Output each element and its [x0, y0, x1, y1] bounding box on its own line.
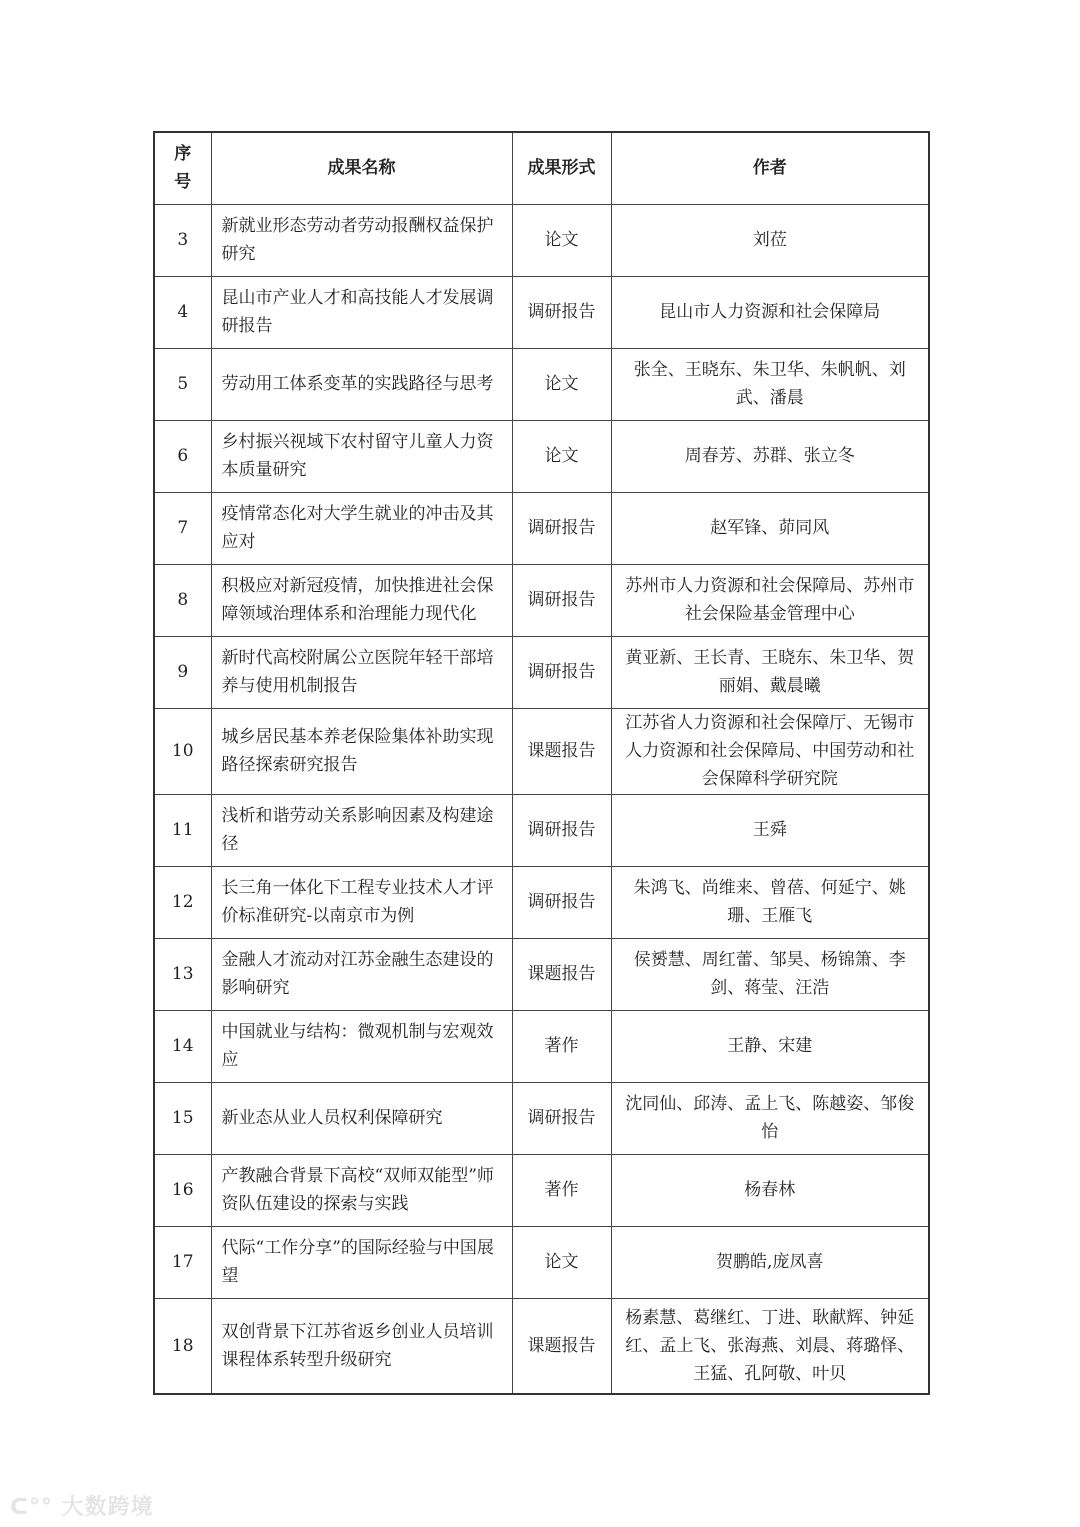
- row-form: 调研报告: [512, 276, 611, 348]
- row-form: 论文: [512, 348, 611, 420]
- row-author: 沈同仙、邱涛、孟上飞、陈越姿、邹俊怡: [611, 1082, 929, 1154]
- row-index: 14: [154, 1010, 211, 1082]
- row-title-text: 金融人才流动对江苏金融生态建设的影响研究: [221, 950, 494, 998]
- row-author: 王舜: [611, 794, 929, 866]
- table-row: [154, 866, 929, 938]
- table-header-row: [154, 132, 929, 204]
- row-index: 7: [154, 492, 211, 564]
- row-title: [211, 866, 512, 938]
- row-author: 江苏省人力资源和社会保障厅、无锡市人力资源和社会保障局、中国劳动和社会保障科学研究院: [611, 708, 929, 794]
- table-row: [154, 420, 929, 492]
- row-title: [211, 1298, 512, 1394]
- row-index: 4: [154, 276, 211, 348]
- table-row: [154, 708, 929, 794]
- row-form: 调研报告: [512, 564, 611, 636]
- table-row: [154, 1154, 929, 1226]
- row-title: [211, 204, 512, 276]
- row-author: 黄亚新、王长青、王晓东、朱卫华、贺丽娟、戴晨曦: [611, 636, 929, 708]
- row-author: 朱鸿飞、尚维来、曾蓓、何延宁、姚珊、王雁飞: [611, 866, 929, 938]
- row-index: 18: [154, 1298, 211, 1394]
- header-title: 成果名称: [211, 132, 512, 204]
- row-form: 调研报告: [512, 1082, 611, 1154]
- row-form: 论文: [512, 420, 611, 492]
- table-row: [154, 1226, 929, 1298]
- row-index: 10: [154, 708, 211, 794]
- row-author: 侯赟慧、周红蕾、邹昊、杨锦箫、李剑、蒋莹、汪浩: [611, 938, 929, 1010]
- row-title: [211, 794, 512, 866]
- table-row: [154, 1298, 929, 1394]
- row-title-text: 劳动用工体系变革的实践路径与思考: [221, 374, 494, 394]
- row-index: 13: [154, 938, 211, 1010]
- row-author: 杨素慧、葛继红、丁进、耿献辉、钟延红、孟上飞、张海燕、刘晨、蒋璐怿、王猛、孔阿敬、叶贝: [611, 1298, 929, 1394]
- row-title-text: 新就业形态劳动者劳动报酬权益保护研究: [221, 216, 494, 264]
- row-author: 贺鹏皓,庞凤喜: [611, 1226, 929, 1298]
- row-form: 课题报告: [512, 708, 611, 794]
- row-title-text: 乡村振兴视域下农村留守儿童人力资本质量研究: [221, 432, 494, 480]
- row-title-text: 城乡居民基本养老保险集体补助实现路径探索研究报告: [221, 727, 494, 775]
- row-form: 调研报告: [512, 794, 611, 866]
- table-row: [154, 794, 929, 866]
- row-author: 赵军锋、茆同风: [611, 492, 929, 564]
- row-form: 论文: [512, 204, 611, 276]
- row-form: 调研报告: [512, 866, 611, 938]
- table-row: [154, 564, 929, 636]
- row-form: 著作: [512, 1010, 611, 1082]
- row-title: [211, 1154, 512, 1226]
- header-index: 序号: [154, 132, 211, 204]
- table-row: [154, 938, 929, 1010]
- row-index: 15: [154, 1082, 211, 1154]
- table-row: [154, 1010, 929, 1082]
- table-row: [154, 636, 929, 708]
- table-row: [154, 348, 929, 420]
- row-author: 杨春林: [611, 1154, 929, 1226]
- row-form: 著作: [512, 1154, 611, 1226]
- row-title: [211, 1226, 512, 1298]
- row-index: 5: [154, 348, 211, 420]
- row-title: [211, 276, 512, 348]
- row-title: [211, 708, 512, 794]
- header-author: 作者: [611, 132, 929, 204]
- row-index: 11: [154, 794, 211, 866]
- row-title-text: 浅析和谐劳动关系影响因素及构建途径: [221, 806, 494, 854]
- table-row: [154, 276, 929, 348]
- row-author: 刘莅: [611, 204, 929, 276]
- row-title-text: 中国就业与结构：微观机制与宏观效应: [221, 1022, 494, 1070]
- row-title-text: 代际“工作分享”的国际经验与中国展望: [221, 1238, 494, 1286]
- row-title-text: 积极应对新冠疫情，加快推进社会保障领域治理体系和治理能力现代化: [221, 576, 494, 624]
- row-index: 6: [154, 420, 211, 492]
- row-title: [211, 1010, 512, 1082]
- row-author: 王静、宋建: [611, 1010, 929, 1082]
- row-title-text: 新业态从业人员权利保障研究: [221, 1108, 443, 1128]
- row-index: 8: [154, 564, 211, 636]
- row-author: 苏州市人力资源和社会保障局、苏州市社会保险基金管理中心: [611, 564, 929, 636]
- row-index: 17: [154, 1226, 211, 1298]
- row-title-text: 双创背景下江苏省返乡创业人员培训课程体系转型升级研究: [221, 1321, 494, 1370]
- row-title-text: 昆山市产业人才和高技能人才发展调研报告: [221, 288, 494, 336]
- row-title: [211, 420, 512, 492]
- table-row: [154, 204, 929, 276]
- row-author: 周春芳、苏群、张立冬: [611, 420, 929, 492]
- row-form: 课题报告: [512, 1298, 611, 1394]
- row-title-text: 产教融合背景下高校“双师双能型”师资队伍建设的探索与实践: [221, 1166, 494, 1214]
- row-title: [211, 564, 512, 636]
- row-form: 调研报告: [512, 636, 611, 708]
- row-title-text: 疫情常态化对大学生就业的冲击及其应对: [221, 504, 494, 552]
- row-author: 张全、王晓东、朱卫华、朱帆帆、刘武、潘晨: [611, 348, 929, 420]
- row-author: 昆山市人力资源和社会保障局: [611, 276, 929, 348]
- row-index: 3: [154, 204, 211, 276]
- row-index: 16: [154, 1154, 211, 1226]
- table-row: [154, 1082, 929, 1154]
- row-title: [211, 348, 512, 420]
- row-form: 课题报告: [512, 938, 611, 1010]
- row-title-text: 新时代高校附属公立医院年轻干部培养与使用机制报告: [221, 648, 494, 696]
- row-title: [211, 938, 512, 1010]
- achievements-table: [153, 131, 930, 1395]
- row-title: [211, 636, 512, 708]
- watermark-logo: ᑕ°° 大数跨境: [10, 1495, 154, 1520]
- table-row: [154, 492, 929, 564]
- row-title: [211, 492, 512, 564]
- row-form: 论文: [512, 1226, 611, 1298]
- row-title: [211, 1082, 512, 1154]
- row-form: 调研报告: [512, 492, 611, 564]
- header-form: 成果形式: [512, 132, 611, 204]
- row-index: 9: [154, 636, 211, 708]
- row-index: 12: [154, 866, 211, 938]
- row-title-text: 长三角一体化下工程专业技术人才评价标准研究-以南京市为例: [221, 878, 494, 926]
